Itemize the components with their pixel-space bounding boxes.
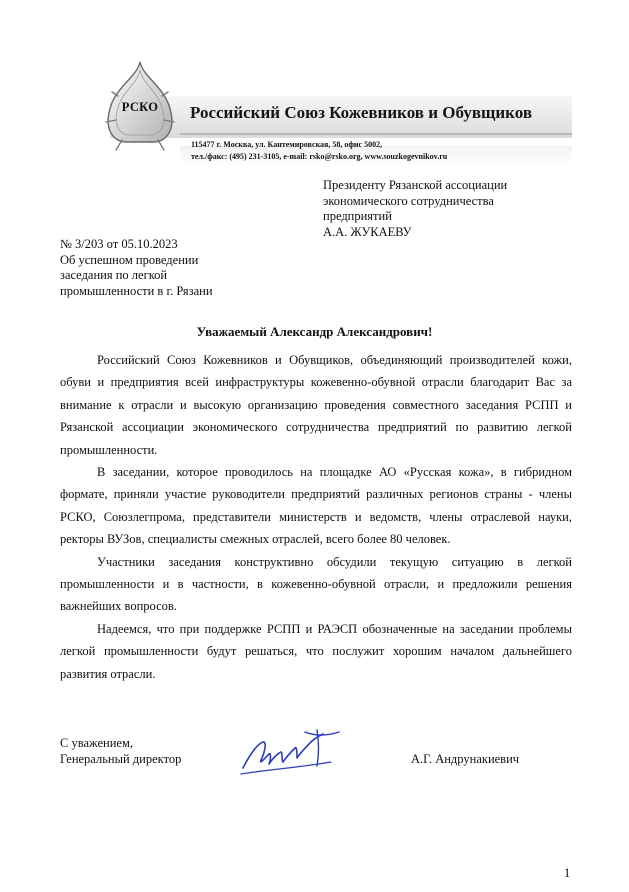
closing-block — [60, 736, 181, 767]
page-number: 1 — [564, 866, 571, 880]
addressee-line: предприятий — [323, 209, 392, 223]
salutation: Уважаемый Александр Александрович! — [196, 324, 433, 339]
letterhead-contacts: тел./факс: (495) 231-3105, e-mail: rsko@rsko.org, www.souzkogevnikov.ru — [191, 152, 448, 161]
addressee-line: Президенту Рязанской ассоциации — [323, 178, 508, 192]
addressee-line: экономического сотрудничества — [323, 193, 494, 208]
signer-position: Генеральный директор — [60, 751, 182, 766]
letterhead-organization-name: Российский Союз Кожевников и Обувщиков — [190, 103, 533, 122]
addressee-line: А.А. ЖУКАЕВУ — [323, 224, 412, 239]
closing-regards: С уважением, — [60, 736, 133, 750]
signer-name: А.Г. Андрунакиевич — [411, 752, 520, 766]
body-paragraph: Российский Союз Кожевников и Обувщиков, объединяющий производителей кожи, обуви и предприятия всей инфраструктуры кожевенно-обувной отрасли благодарит Вас за внимание к отрасли и высокую организацию проведения совместного заседания РСПП и Рязанской ассоциации экономического сотрудничества предприятий по развитию легкой промышленности. — [60, 353, 572, 457]
letter-body — [60, 349, 572, 685]
body-paragraph: Участники заседания конструктивно обсудили текущую ситуацию в легкой промышленности и в частности, в кожевенно-обувной отрасли, и предложили решения важнейших вопросов. — [60, 554, 572, 614]
body-paragraph: В заседании, которое проводилось на площадке АО «Русская кожа», в гибридном формате, приняли участие руководители предприятий различных регионов страны - члены РСКО, Союзлегпрома, представители министерств и ведомств, члены отраслевой науки, ректоры ВУЗов, специалисты смежных отраслей, всего более 80 человек. — [60, 465, 572, 547]
handwritten-signature — [235, 722, 350, 782]
letterhead-address: 115477 г. Москва, ул. Кантемировская, 58, офис 5002, — [191, 140, 383, 149]
letterhead-abbreviation: РСКО — [121, 100, 159, 114]
reference-number: № 3/203 от 05.10.2023 — [60, 237, 178, 251]
subject-line: промышленности в г. Рязани — [60, 283, 213, 298]
reference-block — [60, 237, 213, 299]
letterhead-rule — [180, 133, 572, 135]
subject-line: Об успешном проведении — [60, 252, 199, 267]
subject-line: заседания по легкой — [60, 268, 168, 282]
addressee-block — [323, 178, 507, 240]
body-paragraph: Надеемся, что при поддержке РСПП и РАЭСП обозначенные на заседании проблемы легкой промышленности будут решаться, что послужит хорошим началом дальнейшего развития отрасли. — [60, 621, 572, 681]
